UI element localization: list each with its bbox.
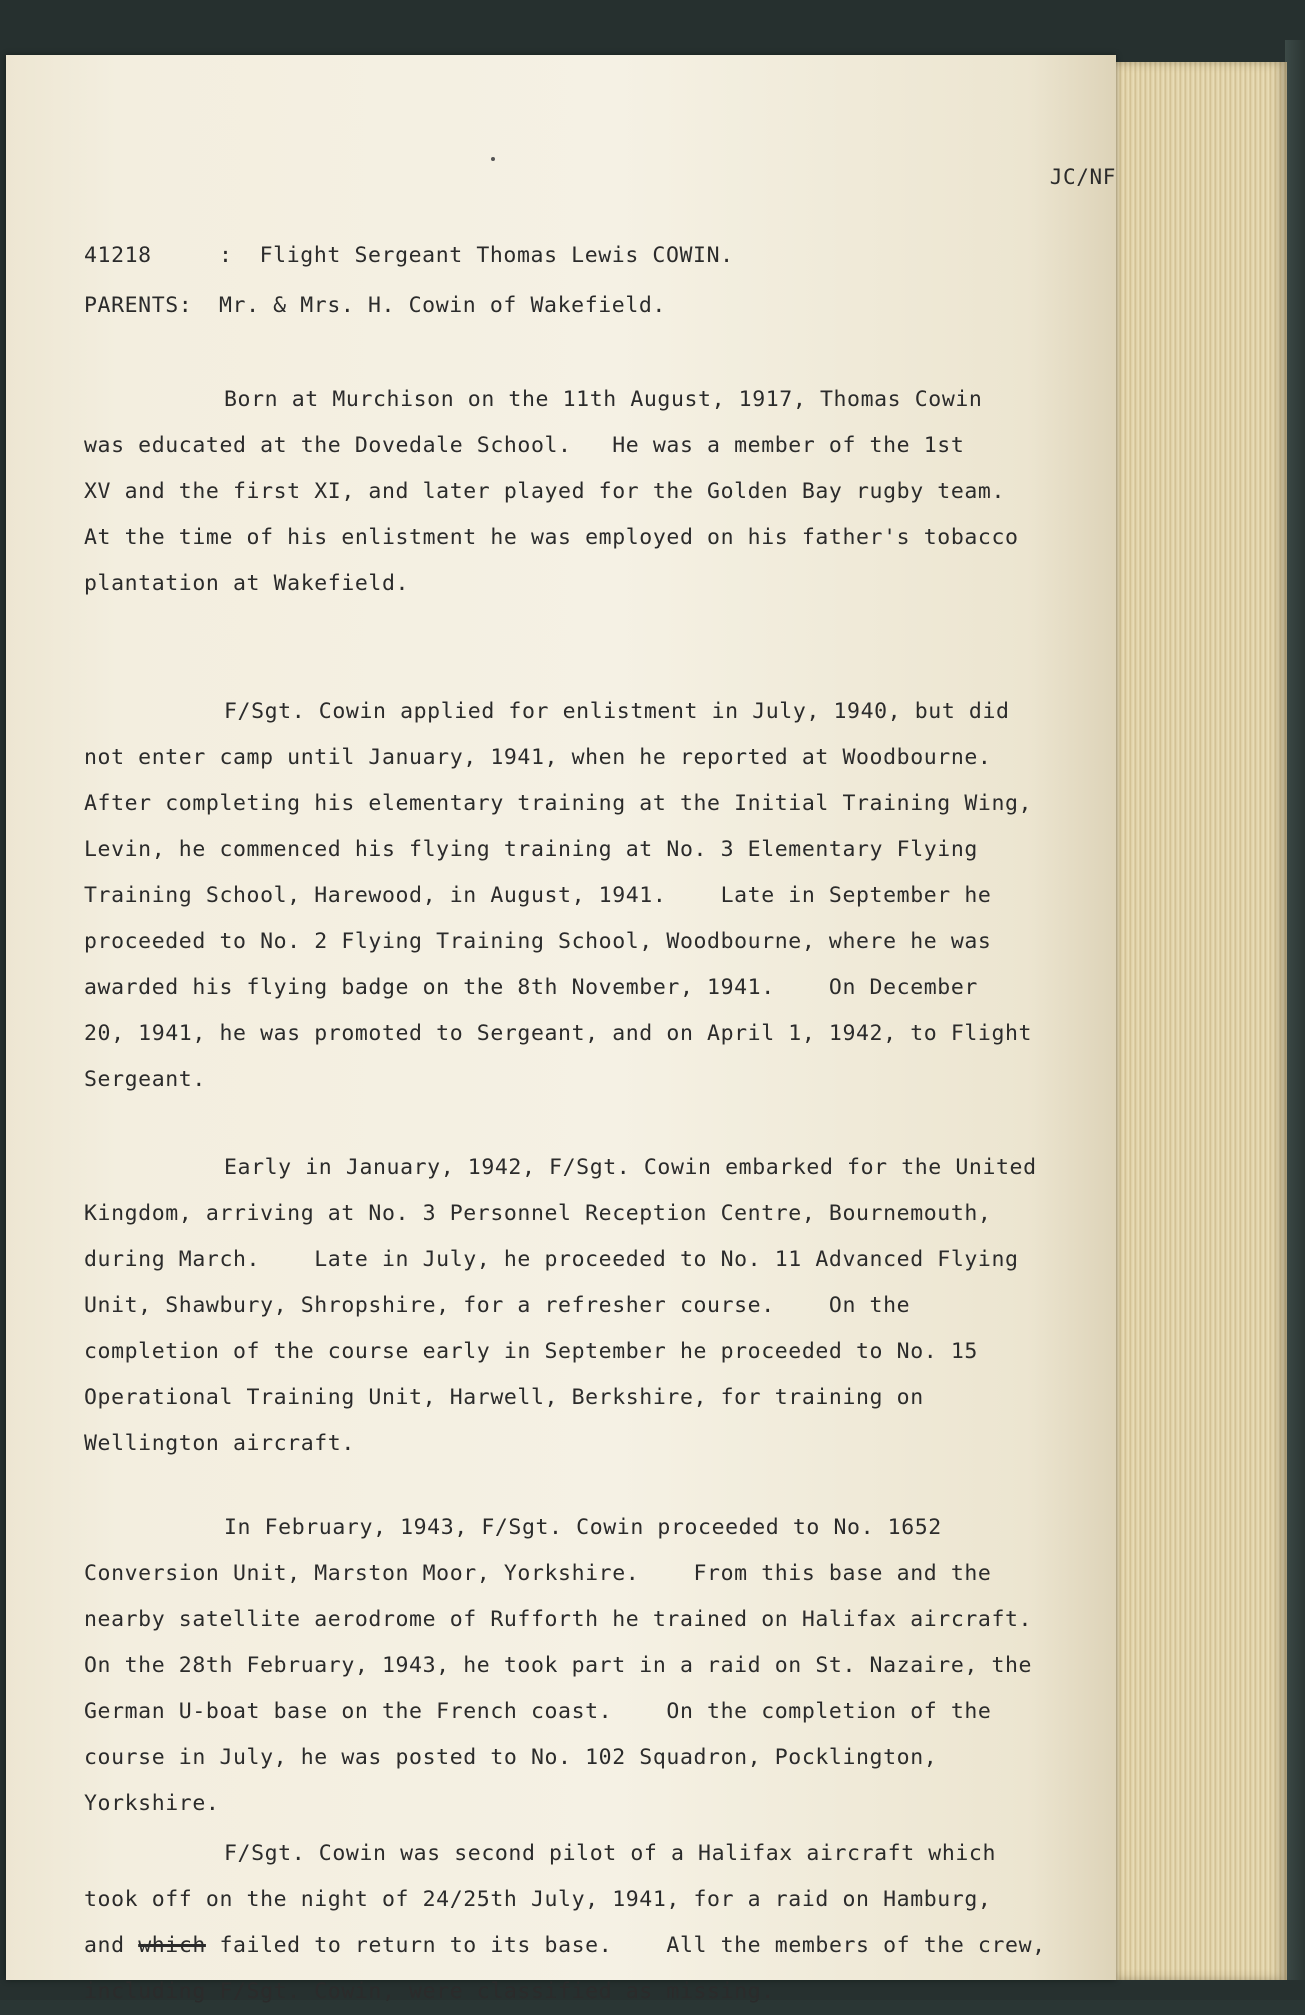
paragraph-line: proceeded to No. 2 Flying Training School, Woodbourne, where he was xyxy=(84,929,992,954)
paragraph-line: took off on the night of 24/25th July, 1941, for a raid on Hamburg, xyxy=(84,1887,992,1912)
paragraph-uk-posting xyxy=(84,1145,1084,1467)
struck-out-word: which xyxy=(138,1933,206,1958)
paragraph-line: nearby satellite aerodrome of Rufforth he trained on Halifax aircraft. xyxy=(84,1607,1033,1632)
paper-mark xyxy=(491,157,495,161)
paragraph-line: Operational Training Unit, Harwell, Berkshire, for training on xyxy=(84,1385,924,1410)
paragraph-line: completion of the course early in September he proceeded to No. 15 xyxy=(84,1339,978,1364)
paragraph-line: Born at Murchison on the 11th August, 1917, Thomas Cowin xyxy=(224,387,983,412)
paragraph-line: Training School, Harewood, in August, 1941. Late in September he xyxy=(84,883,992,908)
paragraph-conversion-unit xyxy=(84,1505,1084,1827)
paragraph-line: during March. Late in July, he proceeded to No. 11 Advanced Flying xyxy=(84,1247,1019,1272)
typewritten-text-area xyxy=(84,115,1116,2004)
paragraph-line: Early in January, 1942, F/Sgt. Cowin embarked for the United xyxy=(224,1155,1037,1180)
paragraph-early-life xyxy=(84,377,1084,607)
paragraph-line: was educated at the Dovedale School. He was a member of the 1st xyxy=(84,433,965,458)
service-line xyxy=(84,243,734,268)
paragraph-missing xyxy=(84,1831,1084,2015)
paragraph-line: After completing his elementary training at the Initial Training Wing, xyxy=(84,791,1033,816)
paragraph-line: course in July, he was posted to No. 102 Squadron, Pocklington, xyxy=(84,1745,938,1770)
service-separator: : xyxy=(219,243,233,268)
paragraph-line: including F/Sgt. Cowin, were classified as missing. xyxy=(84,1979,775,2004)
paragraph-line: Wellington aircraft. xyxy=(84,1431,355,1456)
paragraph-line: awarded his flying badge on the 8th November, 1941. On December xyxy=(84,975,978,1000)
paragraph-training xyxy=(84,689,1084,1103)
service-number: 41218 xyxy=(84,243,152,268)
paragraph-line: not enter camp until January, 1941, when he reported at Woodbourne. xyxy=(84,745,992,770)
parents-text: Mr. & Mrs. H. Cowin of Wakefield. xyxy=(219,293,666,318)
paragraph-line: XV and the first XI, and later played for the Golden Bay rugby team. xyxy=(84,479,1005,504)
parents-line xyxy=(84,293,666,318)
parents-label: PARENTS: xyxy=(84,293,193,318)
document-page xyxy=(6,55,1116,2004)
airman-name: Flight Sergeant Thomas Lewis COWIN. xyxy=(259,243,734,268)
line-prefix: and xyxy=(84,1933,139,1958)
paragraph-line: At the time of his enlistment he was employed on his father's tobacco xyxy=(84,525,1019,550)
reference-code: JC/NF xyxy=(1049,165,1116,189)
paragraph-line: Unit, Shawbury, Shropshire, for a refresher course. On the xyxy=(84,1293,911,1318)
page-stack-edge xyxy=(1110,62,1287,1980)
paragraph-line: Yorkshire. xyxy=(84,1791,220,1816)
paragraph-line: 20, 1941, he was promoted to Sergeant, and on April 1, 1942, to Flight xyxy=(84,1021,1033,1046)
paragraph-line: In February, 1943, F/Sgt. Cowin proceeded to No. 1652 xyxy=(224,1515,942,1540)
paragraph-line: Levin, he commenced his flying training at No. 3 Elementary Flying xyxy=(84,837,978,862)
paragraph-line: On the 28th February, 1943, he took part in a raid on St. Nazaire, the xyxy=(84,1653,1033,1678)
paragraph-line-with-correction xyxy=(84,1923,1084,1969)
paragraph-line: F/Sgt. Cowin applied for enlistment in July, 1940, but did xyxy=(224,699,1010,724)
paragraph-line: F/Sgt. Cowin was second pilot of a Halifax aircraft which xyxy=(224,1841,997,1866)
paragraph-line: German U-boat base on the French coast. On the completion of the xyxy=(84,1699,992,1724)
book-cover-edge xyxy=(1285,40,1305,1980)
paragraph-line: Kingdom, arriving at No. 3 Personnel Reception Centre, Bournemouth, xyxy=(84,1201,992,1226)
paragraph-line: plantation at Wakefield. xyxy=(84,571,410,596)
paragraph-line: Sergeant. xyxy=(84,1067,206,1092)
line-rest: failed to return to its base. All the members of the crew, xyxy=(205,1933,1046,1958)
paragraph-line: Conversion Unit, Marston Moor, Yorkshire. From this base and the xyxy=(84,1561,992,1586)
